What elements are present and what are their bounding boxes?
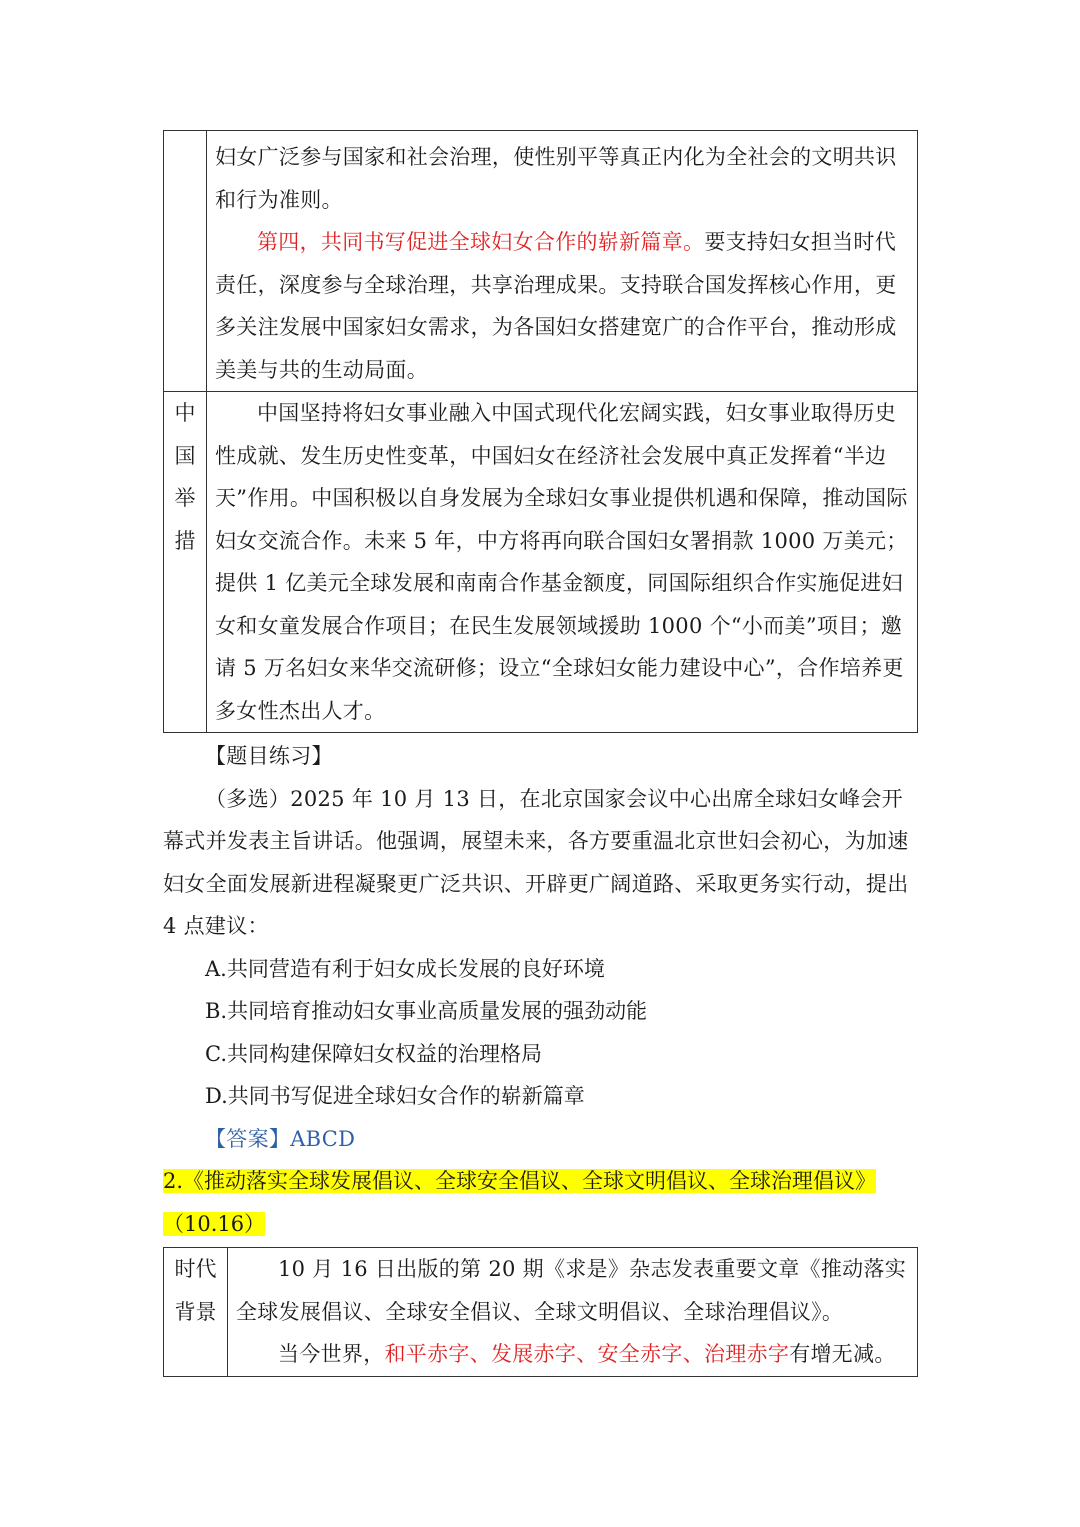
table-row bbox=[164, 392, 918, 733]
paragraph: 妇女广泛参与国家和社会治理，使性别平等真正内化为全社会的文明共识和行为准则。 bbox=[215, 145, 897, 212]
section-heading-date bbox=[163, 1203, 917, 1246]
highlight-red-text: 和平赤字、发展赤字、安全赤字、治理赤字 bbox=[384, 1342, 790, 1366]
paragraph-text: 要支持妇女担当时代责任，深度参与全球治理，共享治理成果。支持联合国发挥核心作用，更多关注发展中国家妇女需求，为各国妇女搭建宽广的合作平台，推动形成美美与共的生动局面。 bbox=[215, 230, 897, 382]
practice-title: 【题目练习】 bbox=[205, 744, 333, 768]
paragraph bbox=[236, 1333, 909, 1376]
row-content bbox=[207, 392, 918, 733]
row-label-cell bbox=[164, 1248, 228, 1377]
row-label-empty bbox=[164, 131, 207, 392]
row-content bbox=[228, 1248, 918, 1377]
paragraph-text: 有增无减。 bbox=[789, 1342, 896, 1366]
section-heading bbox=[163, 1160, 917, 1203]
answer-label: 【答案】 bbox=[205, 1126, 291, 1151]
row-label: 中国举措 bbox=[174, 401, 196, 553]
measures-table bbox=[163, 130, 918, 733]
row-content bbox=[207, 131, 918, 392]
heading-line-1: 2.《推动落实全球发展倡议、全球安全倡议、全球文明倡议、全球治理倡议》 bbox=[163, 1169, 877, 1193]
background-table bbox=[163, 1247, 918, 1377]
paragraph: 10 月 16 日出版的第 20 期《求是》杂志发表重要文章《推动落实全球发展倡议、全球安全倡议、全球文明倡议、全球治理倡议》。 bbox=[236, 1257, 907, 1324]
document-page bbox=[163, 130, 917, 1377]
row-label: 时代背景 bbox=[174, 1257, 217, 1324]
paragraph bbox=[215, 221, 909, 391]
option-c: C.共同构建保障妇女权益的治理格局 bbox=[205, 1041, 542, 1066]
table-row bbox=[164, 1248, 918, 1377]
question-text: （多选）2025 年 10 月 13 日，在北京国家会议中心出席全球妇女峰会开幕式并发表主旨讲话。他强调，展望未来，各方要重温北京世妇会初心，为加速妇女全面发展新进程凝聚更广泛共识、开辟更广阔道路、采取更务实行动，提出 4 点建议： bbox=[163, 786, 909, 938]
paragraph-text: 当今世界， bbox=[278, 1342, 385, 1366]
option-b: B.共同培育推动妇女事业高质量发展的强劲动能 bbox=[205, 999, 648, 1023]
option-a: A.共同营造有利于妇女成长发展的良好环境 bbox=[205, 956, 605, 981]
heading-line-2: （10.16） bbox=[163, 1211, 266, 1236]
paragraph: 中国坚持将妇女事业融入中国式现代化宏阔实践，妇女事业取得历史性成就、发生历史性变革，中国妇女在经济社会发展中真正发挥着“半边天”作用。中国积极以自身发展为全球妇女事业提供机遇和保障，推动国际妇女交流合作。未来 5 年，中方将再向联合国妇女署捐款 1000 万美元；提供 1 亿美元全球发展和南南合作基金额度，同国际组织合作实施促进妇女和女童发展合作项目；在民生发展领域援助 1000 个“小而美”项目；邀请 5 万名妇女来华交流研修；设立“全球妇女能力建设中心”，合作培养更多女性杰出人才。 bbox=[215, 401, 908, 723]
highlight-red-text: 第四，共同书写促进全球妇女合作的崭新篇章。 bbox=[257, 230, 705, 254]
answer-value: ABCD bbox=[290, 1126, 356, 1151]
row-label-cell bbox=[164, 392, 207, 733]
table-row bbox=[164, 131, 918, 392]
answer bbox=[163, 1118, 917, 1161]
option-d: D.共同书写促进全球妇女合作的崭新篇章 bbox=[205, 1084, 585, 1108]
